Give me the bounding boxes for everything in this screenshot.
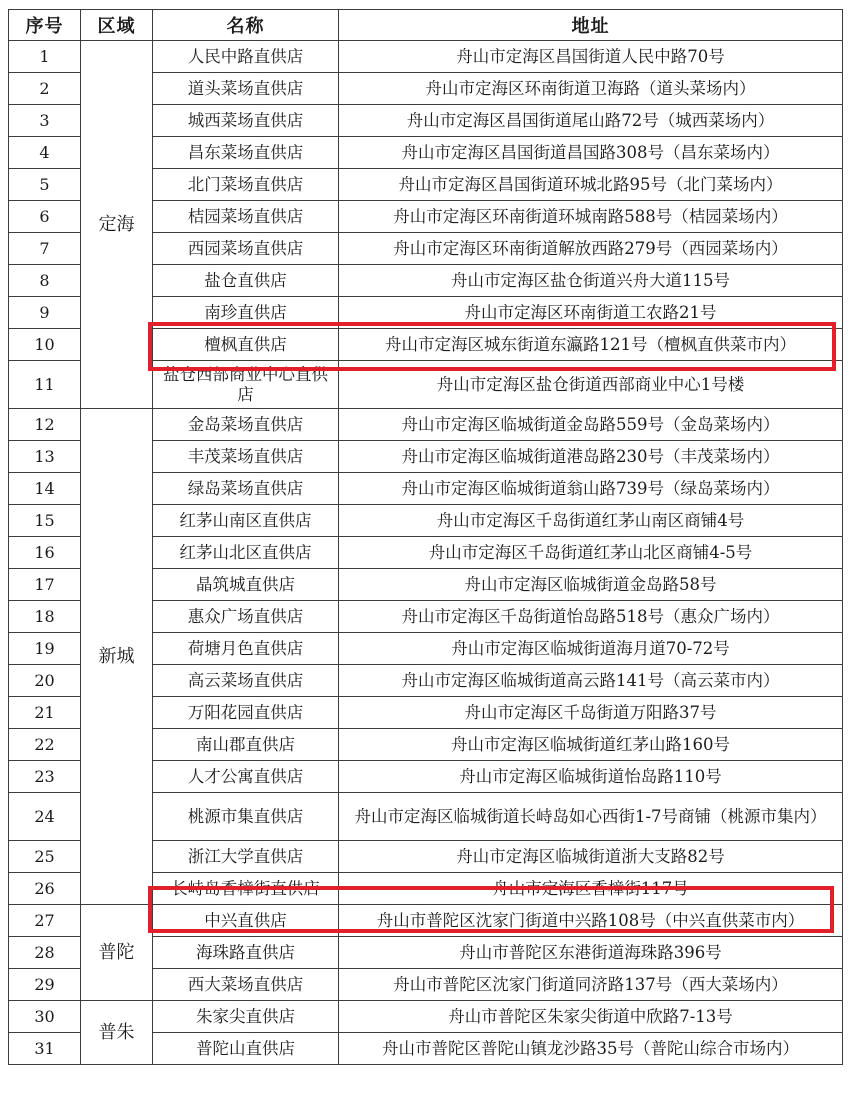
store-address: 舟山市定海区千岛街道万阳路37号	[339, 697, 843, 729]
store-address: 舟山市定海区盐仓街道兴舟大道115号	[339, 265, 843, 297]
region-cell: 普陀	[81, 905, 153, 1001]
store-name: 西大菜场直供店	[153, 969, 339, 1001]
row-number: 25	[9, 841, 81, 873]
store-address: 舟山市定海区昌国街道昌国路308号（昌东菜场内）	[339, 137, 843, 169]
store-name: 城西菜场直供店	[153, 105, 339, 137]
row-number: 4	[9, 137, 81, 169]
row-number: 3	[9, 105, 81, 137]
store-address: 舟山市定海区临城街道海月道70-72号	[339, 633, 843, 665]
store-name: 人民中路直供店	[153, 41, 339, 73]
row-number: 16	[9, 537, 81, 569]
table-body	[9, 41, 843, 1065]
table-row	[9, 1001, 843, 1033]
store-name: 人才公寓直供店	[153, 761, 339, 793]
row-number: 30	[9, 1001, 81, 1033]
store-name: 西园菜场直供店	[153, 233, 339, 265]
row-number: 29	[9, 969, 81, 1001]
region-cell: 定海	[81, 41, 153, 409]
row-number: 31	[9, 1033, 81, 1065]
store-address: 舟山市定海区临城街道红茅山路160号	[339, 729, 843, 761]
row-number: 15	[9, 505, 81, 537]
row-number: 10	[9, 329, 81, 361]
store-address: 舟山市定海区昌国街道环城北路95号（北门菜场内）	[339, 169, 843, 201]
row-number: 20	[9, 665, 81, 697]
header-number: 序号	[9, 10, 81, 41]
table-row	[9, 905, 843, 937]
store-address: 舟山市定海区临城街道翁山路739号（绿岛菜场内）	[339, 473, 843, 505]
store-address: 舟山市定海区香樟街117号	[339, 873, 843, 905]
region-cell: 新城	[81, 409, 153, 905]
store-address: 舟山市定海区临城街道金岛路559号（金岛菜场内）	[339, 409, 843, 441]
row-number: 17	[9, 569, 81, 601]
store-address: 舟山市普陀区朱家尖街道中欣路7-13号	[339, 1001, 843, 1033]
store-name: 桃源市集直供店	[153, 793, 339, 841]
store-address: 舟山市定海区千岛街道红茅山北区商铺4-5号	[339, 537, 843, 569]
store-address: 舟山市定海区千岛街道怡岛路518号（惠众广场内）	[339, 601, 843, 633]
store-name: 檀枫直供店	[153, 329, 339, 361]
store-table	[8, 9, 843, 1065]
row-number: 14	[9, 473, 81, 505]
store-name: 北门菜场直供店	[153, 169, 339, 201]
store-name: 南珍直供店	[153, 297, 339, 329]
row-number: 2	[9, 73, 81, 105]
region-cell: 普朱	[81, 1001, 153, 1065]
store-name: 盐仓西部商业中心直供店	[153, 361, 339, 409]
row-number: 23	[9, 761, 81, 793]
row-number: 19	[9, 633, 81, 665]
table-row	[9, 409, 843, 441]
header-row	[9, 10, 843, 41]
store-name: 万阳花园直供店	[153, 697, 339, 729]
row-number: 18	[9, 601, 81, 633]
row-number: 8	[9, 265, 81, 297]
row-number: 22	[9, 729, 81, 761]
store-name: 海珠路直供店	[153, 937, 339, 969]
row-number: 28	[9, 937, 81, 969]
store-name: 金岛菜场直供店	[153, 409, 339, 441]
store-name: 丰茂菜场直供店	[153, 441, 339, 473]
store-address: 舟山市定海区千岛街道红茅山南区商铺4号	[339, 505, 843, 537]
row-number: 12	[9, 409, 81, 441]
store-address: 舟山市定海区环南街道工农路21号	[339, 297, 843, 329]
store-address: 舟山市普陀区沈家门街道同济路137号（西大菜场内）	[339, 969, 843, 1001]
header-address: 地址	[339, 10, 843, 41]
header-name: 名称	[153, 10, 339, 41]
store-name: 桔园菜场直供店	[153, 201, 339, 233]
store-address: 舟山市定海区临城街道怡岛路110号	[339, 761, 843, 793]
row-number: 26	[9, 873, 81, 905]
store-address: 舟山市定海区环南街道解放西路279号（西园菜场内）	[339, 233, 843, 265]
store-name: 红茅山北区直供店	[153, 537, 339, 569]
row-number: 6	[9, 201, 81, 233]
store-name: 盐仓直供店	[153, 265, 339, 297]
store-name: 绿岛菜场直供店	[153, 473, 339, 505]
store-address: 舟山市定海区临城街道港岛路230号（丰茂菜场内）	[339, 441, 843, 473]
store-address: 舟山市定海区临城街道浙大支路82号	[339, 841, 843, 873]
store-name: 荷塘月色直供店	[153, 633, 339, 665]
row-number: 9	[9, 297, 81, 329]
store-name: 浙江大学直供店	[153, 841, 339, 873]
store-address: 舟山市定海区临城街道长峙岛如心西街1-7号商铺（桃源市集内）	[339, 793, 843, 841]
table-row	[9, 41, 843, 73]
store-address: 舟山市定海区环南街道环城南路588号（桔园菜场内）	[339, 201, 843, 233]
store-address: 舟山市定海区城东街道东瀛路121号（檀枫直供菜市内）	[339, 329, 843, 361]
row-number: 11	[9, 361, 81, 409]
store-address: 舟山市定海区昌国街道人民中路70号	[339, 41, 843, 73]
row-number: 13	[9, 441, 81, 473]
store-name: 惠众广场直供店	[153, 601, 339, 633]
store-name: 晶筑城直供店	[153, 569, 339, 601]
row-number: 21	[9, 697, 81, 729]
row-number: 24	[9, 793, 81, 841]
store-address: 舟山市普陀区普陀山镇龙沙路35号（普陀山综合市场内）	[339, 1033, 843, 1065]
store-name: 长峙岛香樟街直供店	[153, 873, 339, 905]
row-number: 7	[9, 233, 81, 265]
row-number: 1	[9, 41, 81, 73]
store-name: 高云菜场直供店	[153, 665, 339, 697]
store-name: 红茅山南区直供店	[153, 505, 339, 537]
store-name: 昌东菜场直供店	[153, 137, 339, 169]
store-address: 舟山市定海区临城街道高云路141号（高云菜市内）	[339, 665, 843, 697]
store-name: 普陀山直供店	[153, 1033, 339, 1065]
store-address: 舟山市定海区盐仓街道西部商业中心1号楼	[339, 361, 843, 409]
row-number: 27	[9, 905, 81, 937]
store-name: 朱家尖直供店	[153, 1001, 339, 1033]
store-name: 南山郡直供店	[153, 729, 339, 761]
store-address: 舟山市定海区临城街道金岛路58号	[339, 569, 843, 601]
store-address: 舟山市定海区昌国街道尾山路72号（城西菜场内）	[339, 105, 843, 137]
row-number: 5	[9, 169, 81, 201]
store-address: 舟山市定海区环南街道卫海路（道头菜场内）	[339, 73, 843, 105]
store-name: 道头菜场直供店	[153, 73, 339, 105]
store-address: 舟山市普陀区东港街道海珠路396号	[339, 937, 843, 969]
store-name: 中兴直供店	[153, 905, 339, 937]
store-address: 舟山市普陀区沈家门街道中兴路108号（中兴直供菜市内）	[339, 905, 843, 937]
header-region: 区域	[81, 10, 153, 41]
